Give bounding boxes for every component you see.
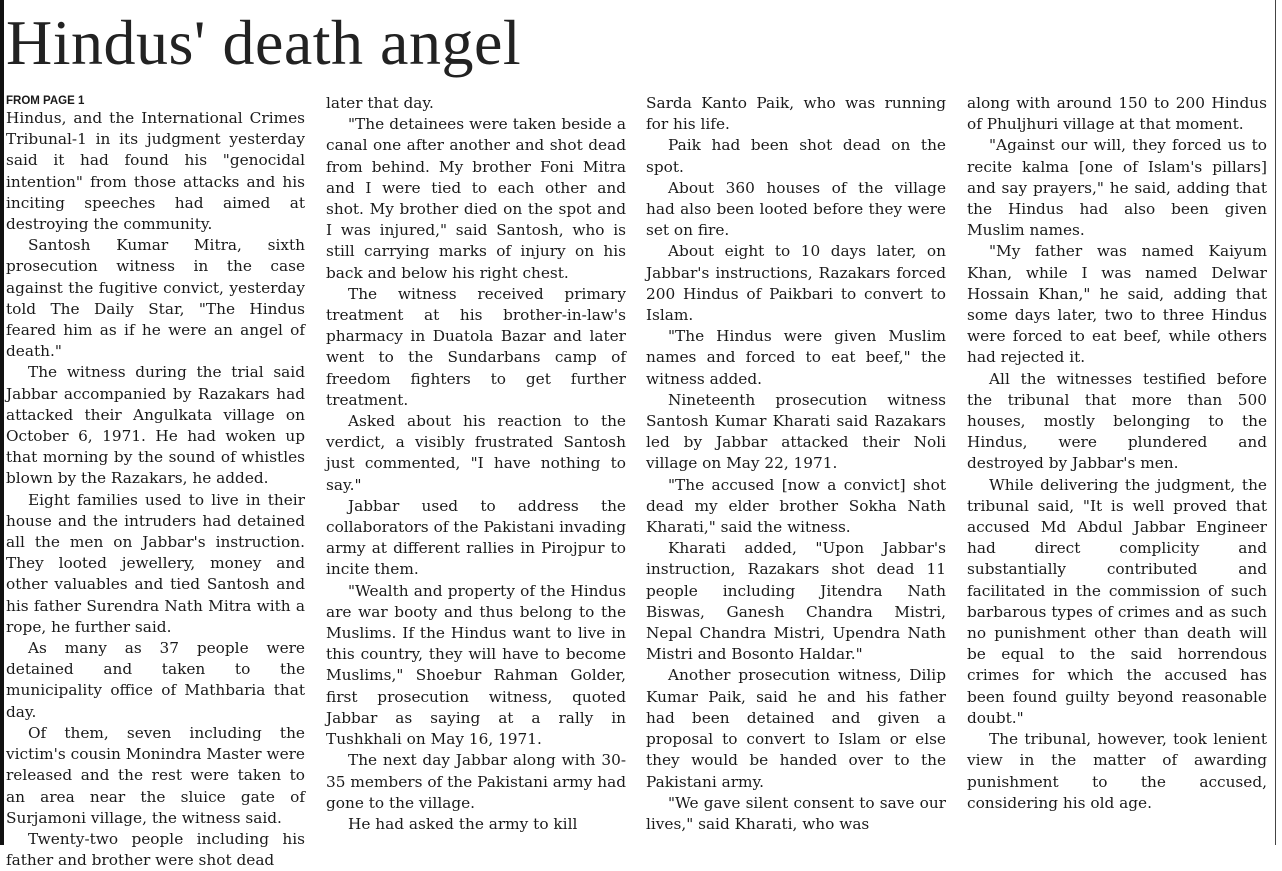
paragraph: As many as 37 people were detained and taken to the municipality office of Mathbaria that day.	[6, 639, 305, 721]
paragraph: He had asked the army to kill	[348, 814, 578, 833]
paragraph: along with around 150 to 200 Hindus of Phuljhuri village at that moment.	[967, 94, 1267, 134]
paragraph: "The Hindus were given Muslim names and forced to eat beef," the witness added.	[646, 327, 946, 388]
paragraph: later that day.	[326, 94, 434, 112]
paragraph: "Wealth and property of the Hindus are war booty and thus belong to the Muslims. If the Hindus want to live in this country, they will have to become Muslims," Shoebur Rahman Golder, first prosecution witness, quoted Jabbar as saying at a rally in Tushkhali on May 16, 1971.	[326, 581, 626, 749]
right-margin-rule	[1275, 0, 1276, 845]
paragraph: "Against our will, they forced us to recite kalma [one of Islam's pillars] and say prayers," he said, adding that the Hindus had also been given Muslim names.	[967, 136, 1267, 240]
paragraph: "My father was named Kaiyum Khan, while I was named Delwar Hossain Khan," he said, adding that some days later, two to three Hindus were forced to eat beef, while others had rejected it.	[967, 242, 1267, 367]
paragraph: Eight families used to live in their house and the intruders had detained all the men on Jabbar's instruction. They looted jewellery, money and other valuables and tied Santosh and his father Surendra Nath Mitra with a rope, he further said.	[6, 490, 305, 636]
paragraph: Twenty-two people including his father and brother were shot dead	[6, 829, 305, 870]
paragraph: The tribunal, however, took lenient view in the matter of awarding punishment to the accused, considering his old age.	[967, 730, 1267, 812]
paragraph: Paik had been shot dead on the spot.	[646, 136, 946, 176]
paragraph: Of them, seven including the victim's cousin Monindra Master were released and the rest were taken to an area near the sluice gate of Surjamoni village, the witness said.	[6, 723, 305, 827]
paragraph: Jabbar used to address the collaborators of the Pakistani invading army at different rallies in Pirojpur to incite them.	[326, 496, 626, 579]
paragraph: While delivering the judgment, the tribunal said, "It is well proved that accused Md Abdul Jabbar Engineer had direct complicity and substantially contributed and facilitated in the commission of such barbarous types of crimes and as such no punishment other than death will be equal to the said horrendous crimes for which the accused has been found guilty beyond reasonable doubt."	[967, 475, 1267, 727]
paragraph: "The accused [now a convict] shot dead my elder brother Sokha Nath Kharati," said the witness.	[646, 475, 946, 537]
paragraph: About 360 houses of the village had also been looted before they were set on fire.	[646, 178, 946, 240]
headline: Hindus' death angel	[6, 7, 522, 78]
paragraph: Kharati added, "Upon Jabbar's instruction, Razakars shot dead 11 people including Jitendra Nath Biswas, Ganesh Chandra Mistri, Nepal Chandra Mistri, Upendra Nath Mistri and Bosonto Haldar."	[646, 539, 946, 664]
paragraph: Another prosecution witness, Dilip Kumar Paik, said he and his father had been detained and given a proposal to convert to Islam or else they would be handed over to the Pakistani army.	[646, 666, 946, 791]
paragraph: Nineteenth prosecution witness Santosh Kumar Kharati said Razakars led by Jabbar attacked their Noli village on May 22, 1971.	[646, 390, 946, 473]
paragraph: About eight to 10 days later, on Jabbar's instructions, Razakars forced 200 Hindus of Paikbari to convert to Islam.	[646, 242, 946, 325]
paragraph: The witness received primary treatment at his brother-in-law's pharmacy in Duatola Bazar and later went to the Sundarbans camp of freedom fighters to get further treatment.	[326, 284, 626, 409]
kicker-from-page: FROM PAGE 1	[6, 95, 85, 107]
paragraph: "We gave silent consent to save our lives," said Kharati, who was	[646, 793, 946, 833]
paragraph: The next day Jabbar along with 30-35 members of the Pakistani army had gone to the village.	[326, 751, 626, 812]
column-1	[6, 93, 305, 870]
column-3	[646, 93, 946, 845]
paragraph: The witness during the trial said Jabbar accompanied by Razakars had attacked their Angulkata village on October 6, 1971. He had woken up that morning by the sound of whistles blown by the Razakars, he added.	[6, 363, 305, 488]
paragraph: Sarda Kanto Paik, who was running for his life.	[646, 94, 946, 134]
column-2	[326, 93, 626, 845]
paragraph: All the witnesses testified before the tribunal that more than 500 houses, mostly belonging to the Hindus, were plundered and destroyed by Jabbar's men.	[967, 369, 1267, 473]
paragraph: Santosh Kumar Mitra, sixth prosecution witness in the case against the fugitive convict, yesterday told The Daily Star, "The Hindus feared him as if he were an angel of death."	[6, 236, 305, 361]
paragraph: "The detainees were taken beside a canal one after another and shot dead from behind. My brother Foni Mitra and I were tied to each other and shot. My brother died on the spot and I was injured," said Santosh, who is still carrying marks of injury on his back and below his right chest.	[326, 115, 626, 282]
left-margin-rule	[0, 0, 4, 845]
paragraph: Asked about his reaction to the verdict, a visibly frustrated Santosh just commented, "I have nothing to say."	[326, 412, 626, 494]
paragraph: Hindus, and the International Crimes Tribunal-1 in its judgment yesterday said it had found his "genocidal intention" from those attacks and his inciting speeches had aimed at destroying the community.	[6, 109, 305, 234]
column-4	[967, 93, 1267, 845]
